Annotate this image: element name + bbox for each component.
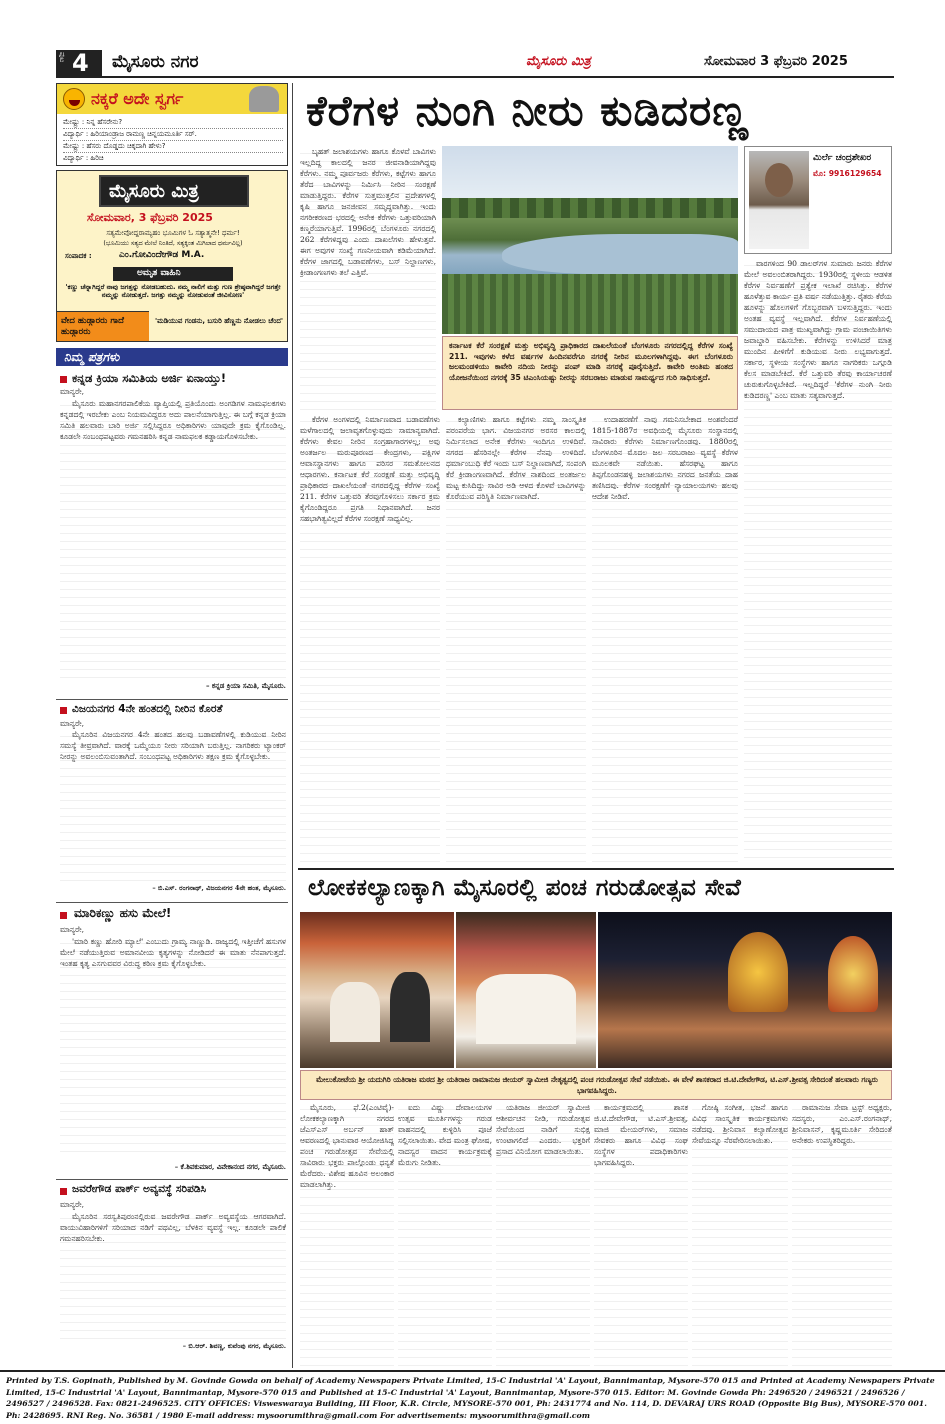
paper-box [56, 170, 288, 342]
paper-logo [99, 175, 249, 207]
lead-col-right: ವಾರಗಳಿಂದ 90 ಡಾಲರ್‌ಗಳ ಸುಮಾರು ಜನರು ಕೆರೆಗಳ ಮೇಲೆ ಅವಲಂಬಿತರಾಗಿದ್ದರು. 1930ರಲ್ಲಿ ಸ್ಥಳೀಯ ಆಡಳಿತ ಕೆರೆಗಳ ನಿರ್ವಹಣೆಗೆ ಪ್ರತ್ಯೇಕ ಇಲಾಖೆ ರಚಿಸಿತ್ತು. ಕೆರೆಗಳ ಹೂಳೆತ್ತುವ ಕಾರ್ಯ ಪ್ರತಿ ವರ್ಷ ನಡೆಯುತ್ತಿತ್ತು. ರೈತರು ಕೆರೆಯ ಹೂಳನ್ನು ಹೊಲಗಳಿಗೆ ಗೊಬ್ಬರವಾಗಿ ಬಳಸುತ್ತಿದ್ದರು. ಇಂದು ಅಂತಹ ವ್ಯವಸ್ಥೆ ಇಲ್ಲವಾಗಿದೆ. ಕೆರೆಗಳ ನಿರ್ವಹಣೆಯಲ್ಲಿ ಸಮುದಾಯದ ಪಾತ್ರ ಮುಖ್ಯವಾಗಿದ್ದು ಗ್ರಾಮ ಪಂಚಾಯಿತಿಗಳು ಜವಾಬ್ದಾರಿ ವಹಿಸಬೇಕು. ಕೆರೆಗಳನ್ನು ಉಳಿಸಿದರೆ ಮಾತ್ರ ಮುಂದಿನ ಪೀಳಿಗೆಗೆ ಕುಡಿಯುವ ನೀರು ಲಭ್ಯವಾಗುತ್ತದೆ. ಸರ್ಕಾರ, ಸ್ಥಳೀಯ ಸಂಸ್ಥೆಗಳು ಹಾಗೂ ನಾಗರಿಕರು ಒಗ್ಗೂಡಿ ಕೆಲಸ ಮಾಡಬೇಕಿದೆ. ಕೆರೆ ಒತ್ತುವರಿ ತೆರವು ಕಾರ್ಯಾಚರಣೆ ಚುರುಕುಗೊಳ್ಳಬೇಕಿದೆ. ಇಲ್ಲದಿದ್ದರೆ 'ಕೆರೆಗಳ ನುಂಗಿ ನೀರು ಕುಡಿದರಣ್ಣ' ಎಂಬ ಮಾತು ಸತ್ಯವಾಗುತ್ತದೆ. [744, 258, 892, 864]
amrutha-vahini-text: 'ಕಣ್ಣು ಚೆನ್ನಾಗಿದ್ದರೆ ನಾವು ಜಗತ್ತನ್ನು ನೋಡಬಹುದು. ನಮ್ಮ ನಾಲಿಗೆ ಮತ್ತು ಗುಣ ಶ್ರೇಷ್ಠವಾಗಿದ್ದರೆ ಜಗತ್ತೇ ನಮ್ಮನ್ನು ನೋಡುತ್ತದೆ. ಜಗತ್ತು ನಮ್ಮನ್ನು ನೋಡುವಂತೆ ಜೀವಿಸೋಣ' [65, 283, 281, 299]
letter-salutation: ಮಾನ್ಯರೇ, [60, 1200, 85, 1209]
event-photo-1 [300, 912, 454, 1068]
laughing-face-icon [63, 88, 85, 110]
page-label: ಪುಟ [58, 52, 66, 63]
letters-header-title: ನಿಮ್ಮ ಪತ್ರಗಳು [64, 350, 120, 364]
letter-title: ಕನ್ನಡ ಕ್ರಿಯಾ ಸಮಿತಿಯ ಅರ್ಜಿ ಏನಾಯ್ತು! [72, 371, 227, 385]
event-col-5: ಗೋಷ್ಠಿ ಸಂಗೀತ, ಭಜನೆ ಹಾಗೂ ವಿವಿಧ ಸಾಂಸ್ಕೃತಿಕ ಕಾರ್ಯಕ್ರಮಗಳು ನಡೆದವು. ಶ್ರೀನಿವಾಸ ಕಲ್ಯಾಣೋತ್ಸವ ಸೇವೆಯನ್ನೂ ನೆರವೇರಿಸಲಾಯಿತು. [692, 1102, 788, 1366]
cartoon-figure-icon [249, 86, 279, 112]
letter-signature: – ಕೆ.ಶಿವಕುಮಾರ, ವಿವೇಕಾನಂದ ನಗರ, ಮೈಸೂರು. [174, 1163, 286, 1171]
divider [56, 1179, 288, 1180]
masthead [56, 48, 894, 78]
veda-text: 'ಮಡಿಯುವ ಗಂಡನು, ಬಸುರಿ ಹೆಣ್ಣನು ನೋಡಲು ಚೆಂದ' [155, 317, 284, 325]
lead-headline-text: ಕೆರೆಗಳ ನುಂಗಿ ನೀರು ಕುಡಿದರಣ್ಣ [306, 86, 749, 135]
column-rule [292, 83, 293, 1368]
letter-body: ಮೈಸೂರು ಮಹಾನಗರಪಾಲಿಕೆಯ ವ್ಯಾಪ್ತಿಯಲ್ಲಿ ಪ್ರತಿಯೊಂದು ಅಂಗಡಿಗಳ ನಾಮಫಲಕಗಳು ಕನ್ನಡದಲ್ಲಿ ಇರಬೇಕು ಎಂಬ ನಿಯಮವಿದ್ದರೂ ಅದು ಪಾಲನೆಯಾಗುತ್ತಿಲ್ಲ. ಈ ಬಗ್ಗೆ ಕನ್ನಡ ಕ್ರಿಯಾ ಸಮಿತಿ ಹಲವಾರು ಬಾರಿ ಅರ್ಜಿ ಸಲ್ಲಿಸಿದ್ದರೂ ಅಧಿಕಾರಿಗಳು ಯಾವುದೇ ಕ್ರಮ ಕೈಗೊಂಡಿಲ್ಲ. ಕೂಡಲೇ ಸಂಬಂಧಪಟ್ಟವರು ಗಮನಹರಿಸಿ ಕನ್ನಡ ನಾಮಫಲಕ ಕಡ್ಡಾಯಗೊಳಿಸಬೇಕು. [60, 398, 286, 678]
author-name: ಮಿರ್ಲೆ ಚಂದ್ರಶೇಖರ [813, 153, 872, 163]
event-col-2: ಐದು ವಿಷ್ಣು ದೇವಾಲಯಗಳ ಉತ್ಸವ ಮೂರ್ತಿಗಳನ್ನು ಗರುಡ ವಾಹನದಲ್ಲಿ ಕುಳ್ಳಿರಿಸಿ ಪೂಜೆ ಸಲ್ಲಿಸಲಾಯಿತು. ವೇದ ಮಂತ್ರ ಘೋಷ, ನಾದಸ್ವರ ವಾದನ ಕಾರ್ಯಕ್ರಮಕ್ಕೆ ಮೆರುಗು ನೀಡಿತು. [398, 1102, 492, 1366]
paper-name-small: ಮೈಸೂರು ಮಿತ್ರ [526, 54, 591, 69]
letter-signature: – ಕನ್ನಡ ಕ್ರಿಯಾ ಸಮಿತಿ, ಮೈಸೂರು. [205, 681, 286, 690]
letter-title: ಮಾರಿಕಣ್ಣು ಹಸು ಮೇಲೆ! [74, 906, 172, 920]
letter-item [56, 1183, 288, 1363]
page-number-block [56, 50, 102, 76]
letter-salutation: ಮಾನ್ಯರೇ, [60, 387, 85, 396]
paper-logo-text: ಮೈಸೂರು ಮಿತ್ರ [109, 181, 199, 202]
letter-item [56, 703, 288, 899]
event-photo-2 [456, 912, 596, 1068]
event-col-6: ರಾಮಾನುಜ ಸೇವಾ ಟ್ರಸ್ಟ್ ಅಧ್ಯಕ್ಷರು, ಸದಸ್ಯರು, ಎಂ.ಎಸ್.ರಂಗನಾಥ್, ಶ್ರೀನಿವಾಸನ್, ಕೃಷ್ಣಮೂರ್ತಿ ಸೇರಿದಂತೆ ಅನೇಕರು ಉಪಸ್ಥಿತರಿದ್ದರು. [792, 1102, 892, 1366]
lake-caption [442, 336, 738, 410]
divider [56, 902, 288, 903]
lead-col-a: ಕೆರೆಗಳ ಅಂಗಳದಲ್ಲಿ ನಿರ್ಮಾಣವಾದ ಬಡಾವಣೆಗಳು ಮಳೆಗಾಲದಲ್ಲಿ ಜಲಾವೃತಗೊಳ್ಳುವುದು ಸಾಮಾನ್ಯವಾಗಿದೆ. ಕೆರೆಗಳು ಕೇವಲ ನೀರಿನ ಸಂಗ್ರಹಾಗಾರಗಳಲ್ಲ; ಅವು ಅಂತರ್ಜಲ ಮರುಪೂರಣದ ಕೇಂದ್ರಗಳು, ಪಕ್ಷಿಗಳ ಆವಾಸಸ್ಥಾನಗಳು ಹಾಗೂ ಪರಿಸರ ಸಮತೋಲನದ ಆಧಾರಗಳು. ಕರ್ನಾಟಕ ಕೆರೆ ಸಂರಕ್ಷಣೆ ಮತ್ತು ಅಭಿವೃದ್ಧಿ ಪ್ರಾಧಿಕಾರದ ದಾಖಲೆಯಂತೆ ನಗರದಲ್ಲಿದ್ದ ಕೆರೆಗಳ ಸಂಖ್ಯೆ 211. ಕೆರೆಗಳ ಒತ್ತುವರಿ ತೆರವುಗೊಳಿಸಲು ಸರ್ಕಾರ ಕ್ರಮ ಕೈಗೊಂಡಿದ್ದರೂ ಪ್ರಗತಿ ನಿಧಾನವಾಗಿದೆ. ಜನರ ಸಹಭಾಗಿತ್ವವಿಲ್ಲದೆ ಕೆರೆಗಳ ಸಂರಕ್ಷಣೆ ಸಾಧ್ಯವಿಲ್ಲ. [300, 414, 440, 864]
veda-label-box [57, 311, 149, 341]
lead-col-b: ಕಲ್ಯಾಣಿಗಳು ಹಾಗೂ ಕಟ್ಟೆಗಳು ನಮ್ಮ ಸಾಂಸ್ಕೃತಿಕ ಪರಂಪರೆಯ ಭಾಗ. ವಿಜಯನಗರ ಅರಸರ ಕಾಲದಲ್ಲಿ ನಿರ್ಮಿಸಲಾದ ಅನೇಕ ಕೆರೆಗಳು ಇಂದಿಗೂ ಉಳಿದಿವೆ. ನಗರದ ಹೆಸರಿನಲ್ಲೇ ಕೆರೆಗಳ ನೆನಪು ಉಳಿದಿದೆ. ಧರ್ಮಾಂಬುಧಿ ಕೆರೆ ಇಂದು ಬಸ್ ನಿಲ್ದಾಣವಾಗಿದೆ, ಸಂಪಂಗಿ ಕೆರೆ ಕ್ರೀಡಾಂಗಣವಾಗಿದೆ. ಕೆರೆಗಳ ನಾಶದಿಂದ ಅಂತರ್ಜಲ ಮಟ್ಟ ಕುಸಿದಿದ್ದು ಸಾವಿರ ಅಡಿ ಆಳದ ಕೊಳವೆ ಬಾವಿಗಳನ್ನು ಕೊರೆಯುವ ಪರಿಸ್ಥಿತಿ ನಿರ್ಮಾಣವಾಗಿದೆ. [446, 414, 586, 864]
joke-line: ವಿದ್ಯಾರ್ಥಿ : ಹಿರಿಯಾಂಡ್ರಾಜ ರಾಮಣ್ಣ ಚಿನ್ನಯಮೂರ್ತಿ ಸರ್. [63, 129, 283, 141]
letter-salutation: ಮಾನ್ಯರೇ, [60, 925, 85, 934]
veda-label: ವೇದ ಹುಡ್ಗಾರರು ಗಾದೆ ಹುಡ್ಗಾರರು [61, 316, 124, 337]
amrutha-vahini-header [113, 267, 233, 281]
second-headline-text: ಲೋಕಕಲ್ಯಾಣಕ್ಕಾಗಿ ಮೈಸೂರಲ್ಲಿ ಪಂಚ ಗರುಡೋತ್ಸವ ಸೇವೆ [308, 875, 742, 901]
masthead-date: ಸೋಮವಾರ 3 ಫೆಬ್ರವರಿ 2025 [704, 54, 848, 69]
joke-line: ಮೇಷ್ಟ್ರು : ಹೆಸರು ದೊಡ್ಡದು ಚಿಕ್ಕದಾಗಿ ಹೇಳು? [63, 141, 283, 153]
nakkare-header [57, 84, 287, 114]
nakkare-title: ನಕ್ಕರೆ ಅದೇ ಸ್ವರ್ಗ [91, 89, 184, 108]
author-photo [749, 151, 809, 249]
lake-caption-text: ಕರ್ನಾಟಕ ಕೆರೆ ಸಂರಕ್ಷಣೆ ಮತ್ತು ಅಭಿವೃದ್ಧಿ ಪ್ರಾಧಿಕಾರದ ದಾಖಲೆಯಂತೆ ಬೆಂಗಳೂರು ನಗರದಲ್ಲಿದ್ದ ಕೆರೆಗಳ ಸಂಖ್ಯೆ 211. ಇವುಗಳು ಕಳೆದ ವರ್ಷಗಳ ಹಿಂದಿನವರೆಗೂ ನಗರಕ್ಕೆ ನೀರಿನ ಮೂಲಗಳಾಗಿದ್ದವು. ಈಗ ಬೆಂಗಳೂರು ಜಲಮಂಡಳಿಯು ಕಾವೇರಿ ನದಿಯ ನೀರನ್ನು ಪಂಪ್ ಮಾಡಿ ನಗರಕ್ಕೆ ಪೂರೈಸುತ್ತಿದೆ. ಕಾವೇರಿ ಅಂತಿಮ ಹಂತದ ಯೋಜನೆಯಿಂದ ನಗರಕ್ಕೆ 35 ಟಿಎಂಸಿಯಷ್ಟು ನೀರನ್ನು ಸರಬರಾಜು ಮಾಡುವ ಸಾಮರ್ಥ್ಯದ ಗುರಿ ಸಾಧಿಸುತ್ತದೆ. [449, 341, 733, 382]
lead-headline [300, 84, 892, 142]
event-col-3: ಯತಿರಾಜ ಜೀಯರ್ ಸ್ವಾಮೀಜಿ ಆಶೀರ್ವಚನ ನೀಡಿ, ಗರುಡೋತ್ಸವ ಸೇವೆಯಿಂದ ನಾಡಿಗೆ ಸುಭಿಕ್ಷ ಉಂಟಾಗಲಿದೆ ಎಂದರು. ಭಕ್ತರಿಗೆ ಪ್ರಸಾದ ವಿನಿಯೋಗ ಮಾಡಲಾಯಿತು. [496, 1102, 590, 1366]
motto-translation: (ಭೂಮಿಯು ಸತ್ಯದ ಮೇಲೆ ನಿಂತಿದೆ, ಸತ್ಯಕ್ಕಿಂತ ಮಿಗಿಲಾದ ಧರ್ಮವಿಲ್ಲ) [103, 240, 243, 247]
editor-label: ಸಂಪಾದಕ : [65, 252, 92, 260]
joke-line: ವಿದ್ಯಾರ್ಥಿ : ಹಿರಿಚಿ [63, 154, 104, 162]
lead-col-top: ಬೃಹತ್ ಜಲಾಶಯಗಳು ಹಾಗೂ ಕೊಳವೆ ಬಾವಿಗಳು ಇಲ್ಲದಿದ್ದ ಕಾಲದಲ್ಲಿ ಜನರ ಜೀವನಾಡಿಯಾಗಿದ್ದವು ಕೆರೆಗಳು. ನಮ್ಮ ಪೂರ್ವಜರು ಕೆರೆಗಳು, ಕಟ್ಟೆಗಳು ಹಾಗೂ ತೆರೆದ ಬಾವಿಗಳನ್ನು ನಿರ್ಮಿಸಿ ನೀರಿನ ಸಂರಕ್ಷಣೆ ಮಾಡುತ್ತಿದ್ದರು. ಕೆರೆಗಳ ಸುತ್ತಮುತ್ತಲಿನ ಪ್ರದೇಶಗಳಲ್ಲಿ ಕೃಷಿ ಹಾಗೂ ಜನಜೀವನ ಸಮೃದ್ಧವಾಗಿತ್ತು. ಇಂದು ನಗರೀಕರಣದ ಭರದಲ್ಲಿ ಅನೇಕ ಕೆರೆಗಳು ಒತ್ತುವರಿಯಾಗಿ ಕಣ್ಮರೆಯಾಗುತ್ತಿವೆ. 1996ರಲ್ಲಿ ಬೆಂಗಳೂರು ನಗರದಲ್ಲಿ 262 ಕೆರೆಗಳಿದ್ದವು ಎಂದು ದಾಖಲೆಗಳು ಹೇಳುತ್ತವೆ. ಈಗ ಅವುಗಳ ಸಂಖ್ಯೆ ಗಣನೀಯವಾಗಿ ಕಡಿಮೆಯಾಗಿದೆ. ಕೆರೆಗಳ ಜಾಗದಲ್ಲಿ ಬಡಾವಣೆಗಳು, ಬಸ್ ನಿಲ್ದಾಣಗಳು, ಕ್ರೀಡಾಂಗಣಗಳು ತಲೆ ಎತ್ತಿವೆ. [300, 146, 436, 412]
lake-photo [442, 146, 738, 334]
letter-bullet-icon [60, 376, 67, 383]
imprint-footer [0, 1370, 945, 1424]
author-box [744, 146, 892, 254]
editor-name: ಎಂ.ಗೋವಿಂದೇಗೌಡ M.A. [119, 250, 205, 260]
letters-column [56, 368, 288, 1368]
letter-body: ಮೈಸೂರಿನ ವಿಜಯನಗರ 4ನೇ ಹಂತದ ಹಲವು ಬಡಾವಣೆಗಳಲ್ಲಿ ಕುಡಿಯುವ ನೀರಿನ ಸಮಸ್ಯೆ ತೀವ್ರವಾಗಿದೆ. ವಾರಕ್ಕೆ ಒಮ್ಮೆಯೂ ನೀರು ಸರಿಯಾಗಿ ಬರುತ್ತಿಲ್ಲ. ನಾಗರಿಕರು ಟ್ಯಾಂಕರ್ ನೀರನ್ನು ಅವಲಂಬಿಸುವಂತಾಗಿದೆ. ಸಂಬಂಧಪಟ್ಟ ಅಧಿಕಾರಿಗಳು ತಕ್ಷಣ ಕ್ರಮ ಕೈಗೊಳ್ಳಬೇಕು. [60, 729, 286, 881]
paper-box-date: ಸೋಮವಾರ, 3 ಫೆಬ್ರವರಿ 2025 [87, 211, 213, 224]
divider [56, 699, 288, 700]
author-phone: ಮೊ: 9916129654 [813, 169, 882, 178]
letter-signature: – ಬಿ.ಆರ್. ಶಿವಣ್ಣ, ಕುವೆಂಪು ನಗರ, ಮೈಸೂರು. [182, 1342, 286, 1350]
divider [298, 868, 894, 870]
amrutha-vahini-title: ಅಮೃತ ವಾಹಿನಿ [137, 268, 181, 278]
event-col-1: ಮೈಸೂರು, ಫೆ.2(ಎಂಟಿವೈ)- ಲೋಕಕಲ್ಯಾಣಕ್ಕಾಗಿ ನಗರದ ಜೆಎಸ್‌ಎಸ್ ಅರ್ಬನ್ ಹಾತ್ ಆವರಣದಲ್ಲಿ ಭಾನುವಾರ ಆಯೋಜಿಸಿದ್ದ ಪಂಚ ಗರುಡೋತ್ಸವ ಸೇವೆಯಲ್ಲಿ ಸಾವಿರಾರು ಭಕ್ತರು ಪಾಲ್ಗೊಂಡು ಧನ್ಯತೆ ಮೆರೆದರು. ವಿಶೇಷ ಹೂವಿನ ಅಲಂಕಾರ ಮಾಡಲಾಗಿತ್ತು. [300, 1102, 394, 1366]
event-col-4: ಕಾರ್ಯಕ್ರಮದಲ್ಲಿ ಶಾಸಕ ಜಿ.ಟಿ.ದೇವೇಗೌಡ, ಟಿ.ಎಸ್.ಶ್ರೀವತ್ಸ, ಮಾಜಿ ಮೇಯರ್‌ಗಳು, ಸಮಾಜ ಸೇವಕರು ಹಾಗೂ ವಿವಿಧ ಸಂಘ ಸಂಸ್ಥೆಗಳ ಪದಾಧಿಕಾರಿಗಳು ಭಾಗವಹಿಸಿದ್ದರು. [594, 1102, 688, 1366]
letter-signature: – ಬಿ.ಎಸ್. ರಂಗನಾಥ್, ವಿಜಯನಗರ 4ನೇ ಹಂತ, ಮೈಸೂರು. [152, 884, 286, 892]
event-photo-3 [598, 912, 892, 1068]
event-caption-text: ಮೇಲುಕೋಟೆಯ ಶ್ರೀ ಯದುಗಿರಿ ಯತಿರಾಜ ಮಠದ ಶ್ರೀ ಯತಿರಾಜ ರಾಮಾನುಜ ಜೀಯರ್ ಸ್ವಾಮೀಜಿ ನೇತೃತ್ವದಲ್ಲಿ ಪಂಚ ಗರುಡೋತ್ಸವ ಸೇವೆ ನಡೆಯಿತು. ಈ ವೇಳೆ ಶಾಸಕರಾದ ಜಿ.ಟಿ.ದೇವೇಗೌಡ, ಟಿ.ಎಸ್.ಶ್ರೀವತ್ಸ ಸೇರಿದಂತೆ ಹಲವಾರು ಗಣ್ಯರು ಭಾಗವಹಿಸಿದ್ದರು. [316, 1075, 878, 1095]
imprint-text: Printed by T.S. Gopinath, Published by M. Govinde Gowda on behalf of Academy Newspapers Private Limited, 15-C Industrial 'A' Layout, Bannimantap, Mysore-570 015 and Printed at Academy Newspapers Private Limited, 15-C Industrial 'A' Layout, Bannimantap, Mysore-570 015 and Published at 15-C Industrial 'A' Layout, Bannimantap, Mysore-570 015. Editor: M. Govinde Gowda Ph: 2496520 / 2496521 / 2496526 / 2496527 / 2496528. Fax: 0821-2496525. CITY OFFICES: Visweswaraya Building, III Floor, K.R. Circle, MYSORE-570 001, Ph: 2431774 and No. 114, D. DEVARAJ URS ROAD (Opposite Big Bus), MYSORE-570 001. Ph: 2428695. RNI Reg. No. 36581 / 1980 E-mail address: mysoorumithra@gmail.com For advertisements: mysoorumithra@gmail.com [6, 1376, 935, 1420]
nakkare-lines [63, 117, 283, 164]
letter-salutation: ಮಾನ್ಯರೇ, [60, 719, 85, 728]
letter-body: ಮೈಸೂರಿನ ಸರಸ್ವತಿಪುರಂನಲ್ಲಿರುವ ಜವರೇಗೌಡ ಪಾರ್ಕ್ ಅವ್ಯವಸ್ಥೆಯ ಆಗರವಾಗಿದೆ. ವಾಯುವಿಹಾರಿಗಳಿಗೆ ಸರಿಯಾದ ನಡಿಗೆ ಪಥವಿಲ್ಲ, ಬೆಳಕಿನ ವ್ಯವಸ್ಥೆ ಇಲ್ಲ. ಕೂಡಲೇ ಪಾಲಿಕೆ ಗಮನಹರಿಸಬೇಕು. [60, 1211, 286, 1339]
letter-item [56, 370, 288, 696]
joke-line: ಮೇಷ್ಟ್ರು : ನಿನ್ನ ಹೆಸರೇನು? [63, 117, 283, 129]
letter-bullet-icon [60, 1188, 67, 1195]
letter-bullet-icon [60, 707, 67, 714]
letter-item [56, 906, 288, 1176]
letters-header [56, 348, 288, 366]
section-title: ಮೈಸೂರು ನಗರ [112, 52, 199, 72]
page-number: 4 [72, 49, 89, 77]
second-headline [300, 872, 892, 910]
event-caption [300, 1070, 892, 1100]
letter-title: ವಿಜಯನಗರ 4ನೇ ಹಂತದಲ್ಲಿ ನೀರಿನ ಕೊರತೆ [72, 703, 223, 715]
motto: ಸತ್ಯಮೇವೋದ್ದರಾಮ್ಯಹಂ ಭೂಮಿಗಳ ಓ ಸತ್ಯಾತ್ಮನೇ! ಧರ್ಮ! [106, 229, 240, 237]
letter-bullet-icon [60, 912, 67, 919]
letter-title: ಜವರೇಗೌಡ ಪಾರ್ಕ್ ಅವ್ಯವಸ್ಥೆ ಸರಿಪಡಿಸಿ [72, 1183, 207, 1195]
nakkare-box [56, 83, 288, 166]
letter-body: 'ಮಾರಿ ಕಣ್ಣು ಹೋರಿ ಮ್ಯಾಲೆ' ಎಂಬುದು ಗ್ರಾಮ್ಯ ನಾಣ್ಣುಡಿ. ರಾಜ್ಯದಲ್ಲಿ ಇತ್ತೀಚೆಗೆ ಹಸುಗಳ ಮೇಲೆ ನಡೆಯುತ್ತಿರುವ ಅಮಾನವೀಯ ಕೃತ್ಯಗಳನ್ನು ನೋಡಿದರೆ ಈ ಮಾತು ನೆನಪಾಗುತ್ತದೆ. ಇಂತಹ ಕೃತ್ಯ ಎಸಗುವವರ ವಿರುದ್ಧ ಕಠಿಣ ಕ್ರಮ ಕೈಗೊಳ್ಳಬೇಕು. [60, 936, 286, 1158]
lead-col-c: ಉದಾಹರಣೆಗೆ ನಾವು ಗಮನಿಸಬೇಕಾದ ಅಂಶವೆಂದರೆ 1815-1887ರ ಅವಧಿಯಲ್ಲಿ ಮೈಸೂರು ಸಂಸ್ಥಾನದಲ್ಲಿ ಸಾವಿರಾರು ಕೆರೆಗಳು ನಿರ್ಮಾಣಗೊಂಡವು. 1880ರಲ್ಲಿ ಬೆಂಗಳೂರಿನ ಮೊದಲ ಜಲ ಸರಬರಾಜು ವ್ಯವಸ್ಥೆ ಕೆರೆಗಳ ಮೂಲಕವೇ ನಡೆಯಿತು. ಹೆಸರಘಟ್ಟ ಹಾಗೂ ತಿಪ್ಪಗೊಂಡನಹಳ್ಳಿ ಜಲಾಶಯಗಳು ನಗರದ ಜನತೆಯ ದಾಹ ತಣಿಸಿದವು. ಕೆರೆಗಳ ಸಂರಕ್ಷಣೆಗೆ ನ್ಯಾಯಾಲಯಗಳು ಹಲವು ಆದೇಶ ನೀಡಿವೆ. [592, 414, 738, 864]
